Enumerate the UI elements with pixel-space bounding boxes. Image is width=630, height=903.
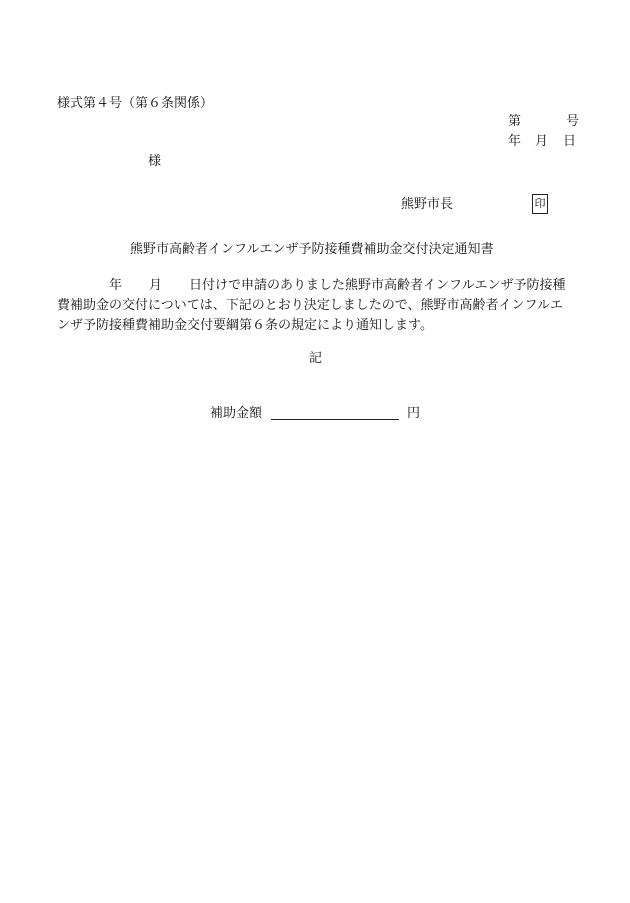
date-day-label: 日: [563, 134, 577, 149]
ki-heading: 記: [309, 351, 323, 366]
number-suffix: 号: [566, 114, 580, 129]
date-year-label: 年: [508, 134, 522, 149]
amount-value-field[interactable]: [271, 405, 399, 420]
body-line-1-text: 日付けで申請のありました熊野市高齢者インフルエンザ予防接種: [189, 278, 566, 293]
amount-label: 補助金額: [210, 406, 263, 421]
number-prefix: 第: [508, 114, 522, 129]
seal-stamp: 印: [532, 194, 548, 214]
body-month-label: 月: [149, 278, 163, 293]
body-line-1: [57, 279, 577, 299]
date-month-label: 月: [535, 134, 549, 149]
recipient-honorific: 様: [148, 154, 162, 169]
issuer-name: 熊野市長: [401, 197, 454, 212]
body-year-label: 年: [109, 278, 123, 293]
body-line-2-text: 費補助金の交付については、下記のとおり決定しましたので、熊野市高齢者インフルエ: [57, 298, 563, 313]
body-line-3: [57, 319, 577, 339]
body-line-3-text: ンザ予防接種費補助金交付要綱第６条の規定により通知します。: [57, 318, 433, 333]
body-line-2: [57, 299, 577, 319]
notice-title: 熊野市高齢者インフルエンザ予防接種費補助金交付決定通知書: [130, 242, 494, 257]
form-number: 様式第４号（第６条関係）: [57, 96, 214, 111]
notice-body: [57, 279, 577, 339]
amount-unit: 円: [407, 406, 421, 421]
